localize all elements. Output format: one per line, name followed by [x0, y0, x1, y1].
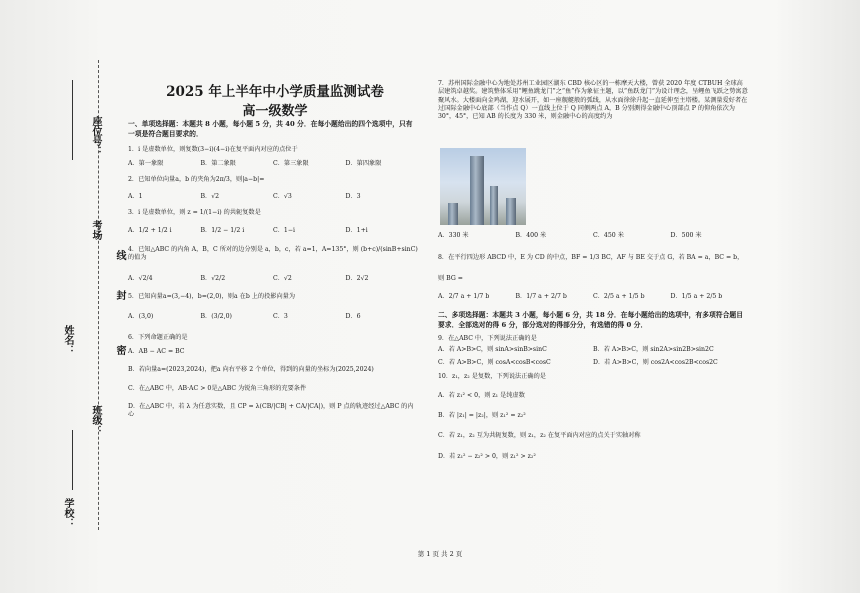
- q3-option-d: D．1+i: [345, 227, 368, 235]
- q1-stem: 1．i 是虚数单位，则复数(3−i)(4−i)在复平面内对应的点位于: [128, 145, 298, 153]
- tower-small: [506, 198, 516, 225]
- q3-stem: 3．i 是虚数单位，则 z = 1/(1−i) 的共轭复数是: [128, 209, 261, 217]
- q9-stem: 9．在△ABC 中，下列说法正确的是: [438, 335, 537, 343]
- q10-option-a: A．若 z₁² < 0，则 z₁ 是纯虚数: [438, 391, 525, 399]
- q7-option-d: D．500 米: [670, 232, 702, 239]
- q9-option-b: B．若 A>B>C，则 sin2A>sin2B>sin2C: [593, 346, 714, 354]
- tower-main: [470, 156, 484, 225]
- tower-left: [448, 203, 458, 225]
- q5-option-b: B．(3/2,0): [200, 313, 232, 321]
- q4-option-b: B．√2/2: [200, 274, 226, 282]
- q6-option-b: B．若向量a=(2023,2024)，把a 向右平移 2 个单位，得到的向量的坐标为(2025,2024): [128, 366, 374, 374]
- seat-label: 座位号：: [90, 116, 101, 156]
- seal-char-line: 线: [114, 250, 125, 262]
- section1-heading: 一、单项选择题：本题共 8 小题，每小题 5 分，共 40 分．在每小题给出的四个选项中，只有一项是符合题目要求的．: [128, 120, 413, 138]
- q4-stem: 4．已知△ABC 的内角 A，B，C 所对的边分别是 a，b，c，若 a=1，A=135°，则 (b+c)/(sinB+sinC) 的值为: [128, 245, 418, 262]
- q4-option-c: C．√2: [273, 274, 292, 282]
- seal-char-secret: 密: [114, 345, 125, 357]
- q8-options: [438, 293, 748, 301]
- q6-stem: 6．下列命题正确的是: [128, 333, 188, 341]
- q8-option-b: B．1/7 a + 2/7 b: [515, 293, 567, 301]
- q1-option-a: A．第一象限: [128, 160, 164, 168]
- section2-heading: 二、多项选择题：本题共 3 小题，每小题 6 分，共 18 分．在每小题给出的选项中，有多项符合题目要求．全部选对的得 6 分，部分选对的得部分分，有选错的得 0 分．: [438, 311, 743, 330]
- q7-option-a: A．330 米: [438, 232, 469, 239]
- q9-options: [438, 346, 748, 367]
- q6-option-a: A．AB − AC = BC: [128, 348, 185, 355]
- q7-option-b: B．400 米: [515, 232, 547, 239]
- q10-option-d: D．若 z₁² − z₂² > 0，则 z₁² > z₂²: [438, 452, 536, 460]
- q7-options: [438, 232, 748, 240]
- q10-option-b: B．若 |z₁| = |z₂|，则 z₁² = z₂²: [438, 411, 526, 419]
- exam-room-label: 考场: [90, 220, 101, 240]
- q3-option-b: B．1/2 − 1/2 i: [200, 227, 245, 235]
- q9-option-d: D．若 A>B>C，则 cos2A<cos2B<cos2C: [593, 358, 718, 366]
- q10-option-c: C．若 z₁，z₂ 互为共轭复数，则 z₁，z₂ 在复平面内对应的点关于实轴对称: [438, 432, 641, 440]
- q8-option-c: C．2/5 a + 1/5 b: [593, 293, 645, 301]
- right-column-lower: [438, 232, 748, 461]
- q5-option-c: C．3: [273, 313, 288, 321]
- binding-margin: [30, 60, 140, 530]
- question-4: [128, 246, 418, 283]
- name-label: 姓名：: [62, 325, 73, 355]
- q2-option-a: A．1: [128, 192, 143, 200]
- right-column: [438, 80, 748, 122]
- q8-option-d: D．1/5 a + 2/5 b: [670, 293, 723, 301]
- left-column: [128, 120, 418, 420]
- q8-option-a: A．2/7 a + 1/7 b: [438, 293, 490, 301]
- q4-option-d: D．2√2: [345, 274, 369, 282]
- school-fill-line: [72, 430, 73, 490]
- q10-stem: 10．z₁，z₂ 是复数，下列说法正确的是: [438, 373, 546, 381]
- question-3: [128, 209, 418, 236]
- q5-stem: 5．已知向量a=(3,−4)，b=(2,0)，则a 在b 上的投影向量为: [128, 292, 296, 300]
- q5-option-d: D．6: [345, 313, 361, 321]
- q1-option-b: B．第二象限: [200, 160, 236, 168]
- q3-option-c: C．1−i: [273, 227, 296, 235]
- page-number: 第 1 页 共 2 页: [417, 550, 463, 558]
- class-label: 班级：: [90, 405, 101, 435]
- page-title: 2025 年上半年中小学质量监测试卷: [166, 84, 384, 100]
- q3-option-a: A．1/2 + 1/2 i: [128, 227, 172, 235]
- question-6: [128, 334, 418, 420]
- q8-stem-2: 则 BG =: [438, 274, 463, 282]
- q9-option-a: A．若 A>B>C，则 sinA>sinB>sinC: [438, 346, 547, 354]
- school-label: 学校：: [62, 498, 73, 528]
- q1-option-c: C．第三象限: [273, 160, 309, 168]
- q2-option-b: B．√2: [200, 192, 220, 200]
- q6-option-c: C．在△ABC 中，AB·AC > 0是△ABC 为锐角三角形的充要条件: [128, 384, 307, 392]
- q2-option-d: D．3: [345, 192, 361, 200]
- q2-option-c: C．√3: [273, 192, 292, 200]
- q1-option-d: D．第四象限: [345, 160, 382, 168]
- question-5: [128, 293, 418, 322]
- question-2: [128, 176, 418, 201]
- q4-option-a: A．√2/4: [128, 274, 153, 282]
- seal-char-seal: 封: [114, 290, 125, 302]
- q7-stem: 7．苏州国际金融中心为地处苏州工业园区湖东 CBD 核心区的一栋摩天大楼，曾获 2020 年度 CTBUH 全球高层建筑卓越奖。建筑整体采用“鲤鱼跳龙门”之“鱼”作为象征主题，以“鱼跃龙门”为设计理念，呈鲤鱼飞跃之势寓意聚风水。大楼面向金鸡湖，迎水展开，如一座舰艇般的弧线，从水面徐徐升起一直延伸至主塔楼。某测量爱好者在过国际金融中心底部（当作点 Q）一直线上位于 Q 同侧两点 A，B 分别测得金融中心顶部点 P 的仰角依次为 30°，45°，已知 AB 的长度为 330 米，则金融中心的高度约为: [438, 80, 748, 121]
- page-subtitle: 高一级数学: [242, 104, 308, 119]
- building-photo: [440, 148, 526, 225]
- name-fill-line: [72, 80, 73, 160]
- q9-option-c: C．若 A>B>C，则 cosA<cosB<cosC: [438, 358, 551, 366]
- q8-stem: 8．在平行四边形 ABCD 中，E 为 CD 的中点，BF = 1/3 BC，AF 与 BE 交于点 G，若 BA = a，BC = b，: [438, 254, 744, 262]
- q6-option-d: D．在△ABC 中，若 λ 为任意实数，且 CP = λ(CB/|CB| + CA/|CA|)，则 P 点的轨迹经过△ABC 的内心: [128, 403, 414, 419]
- tower-side: [490, 186, 498, 225]
- q5-option-a: A．(3,0): [128, 313, 154, 321]
- question-1: [128, 146, 418, 169]
- q7-option-c: C．450 米: [593, 232, 624, 239]
- q2-stem: 2．已知单位向量a，b 的夹角为2π/3，则|a−b|=: [128, 176, 265, 184]
